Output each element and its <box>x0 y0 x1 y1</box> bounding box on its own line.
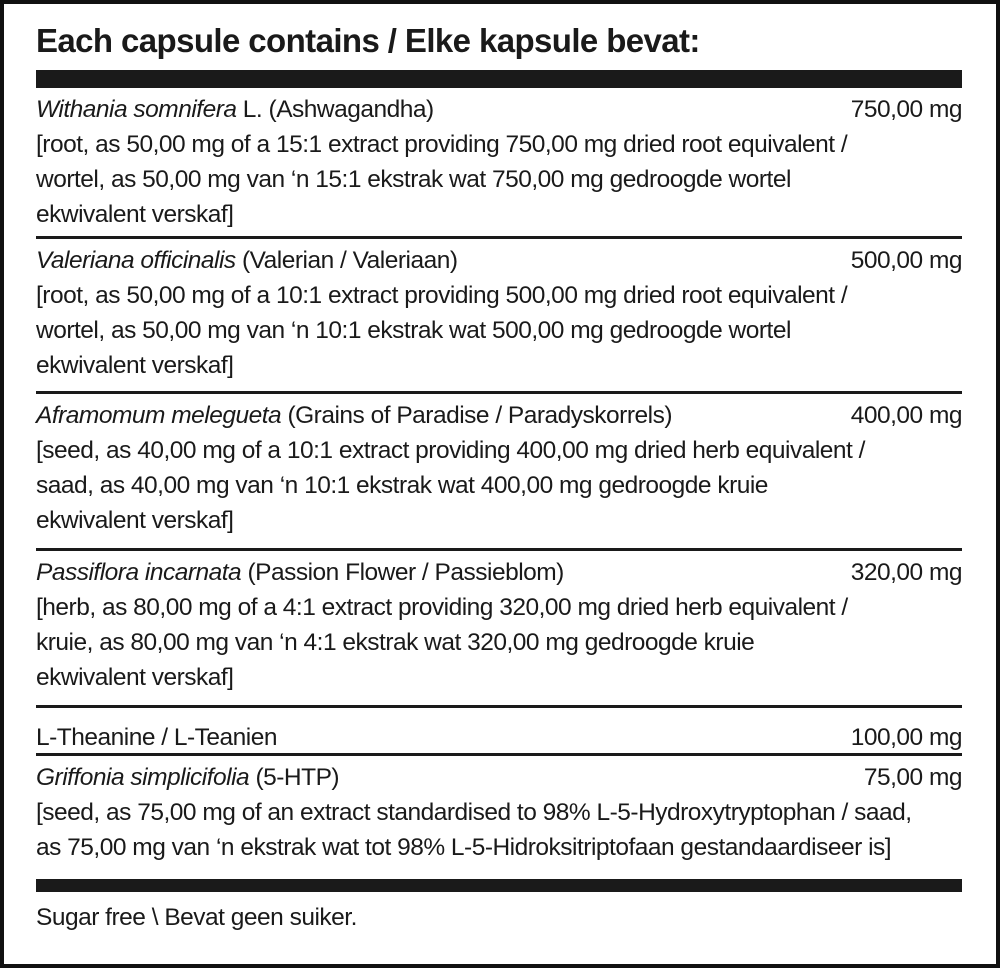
ingredient-detail-line: [seed, as 40,00 mg of a 10:1 extract providing 400,00 mg dried herb equivalent / <box>36 437 865 464</box>
ingredient-detail-line: ekwivalent verskaf] <box>36 201 234 228</box>
ingredient-amount: 500,00 mg <box>850 247 962 274</box>
ingredient-amount: 100,00 mg <box>850 724 962 751</box>
ingredient-detail-line: [root, as 50,00 mg of a 15:1 extract providing 750,00 mg dried root equivalent / <box>36 131 848 158</box>
ingredient-detail-line: wortel, as 50,00 mg van ‘n 15:1 ekstrak wat 750,00 mg gedroogde wortel <box>36 166 791 193</box>
ingredient-detail-line: ekwivalent verskaf] <box>36 664 234 691</box>
latin-name: Griffonia simplicifolia <box>36 764 250 791</box>
common-name: L-Theanine / L-Teanien <box>36 724 277 751</box>
ingredient-detail-line: ekwivalent verskaf] <box>36 507 234 534</box>
latin-name: Aframomum melegueta <box>36 402 282 429</box>
ingredient-amount: 320,00 mg <box>850 559 962 586</box>
ingredient-name <box>36 720 277 755</box>
common-name: (Passion Flower / Passieblom) <box>241 559 564 586</box>
ingredient-detail-line: ekwivalent verskaf] <box>36 352 234 379</box>
ingredient-row <box>36 88 962 239</box>
ingredient-detail-line: [root, as 50,00 mg of a 10:1 extract providing 500,00 mg dried root equivalent / <box>36 282 848 309</box>
ingredient-amount: 400,00 mg <box>850 402 962 429</box>
ingredient-name <box>36 92 434 127</box>
latin-name: Withania somnifera <box>36 96 237 123</box>
ingredient-amount: 75,00 mg <box>863 764 962 791</box>
common-name: L. (Ashwagandha) <box>236 96 434 123</box>
heading-divider <box>36 70 962 88</box>
ingredient-name <box>36 760 339 795</box>
ingredient-row <box>36 756 962 879</box>
panel-title: Each capsule contains / Elke kapsule bevat: <box>36 22 700 59</box>
ingredient-detail-line: [seed, as 75,00 mg of an extract standardised to 98% L-5-Hydroxytryptophan / saad, <box>36 799 912 826</box>
ingredient-detail-line: [herb, as 80,00 mg of a 4:1 extract providing 320,00 mg dried herb equivalent / <box>36 594 848 621</box>
ingredient-detail-line: saad, as 40,00 mg van ‘n 10:1 ekstrak wat 400,00 mg gedroogde kruie <box>36 472 768 499</box>
ingredient-amount: 750,00 mg <box>850 96 962 123</box>
common-name: (Grains of Paradise / Paradyskorrels) <box>281 402 672 429</box>
ingredient-row <box>36 551 962 708</box>
latin-name: Passiflora incarnata <box>36 559 242 586</box>
ingredient-row <box>36 394 962 551</box>
ingredient-name <box>36 398 672 433</box>
footer-divider <box>36 879 962 892</box>
latin-name: Valeriana officinalis <box>36 247 236 274</box>
ingredient-row <box>36 708 962 756</box>
ingredient-row <box>36 239 962 394</box>
common-name: (5-HTP) <box>249 764 340 791</box>
ingredient-detail-line: wortel, as 50,00 mg van ‘n 10:1 ekstrak wat 500,00 mg gedroogde wortel <box>36 317 791 344</box>
ingredient-name <box>36 555 564 590</box>
ingredient-detail-line: kruie, as 80,00 mg van ‘n 4:1 ekstrak wat 320,00 mg gedroogde kruie <box>36 629 755 656</box>
common-name: (Valerian / Valeriaan) <box>235 247 458 274</box>
ingredient-name <box>36 243 458 278</box>
footer-note: Sugar free \ Bevat geen suiker. <box>36 904 357 931</box>
ingredient-detail-line: as 75,00 mg van ‘n ekstrak wat tot 98% L-5-Hidroksitriptofaan gestandaardiseer is] <box>36 834 892 861</box>
